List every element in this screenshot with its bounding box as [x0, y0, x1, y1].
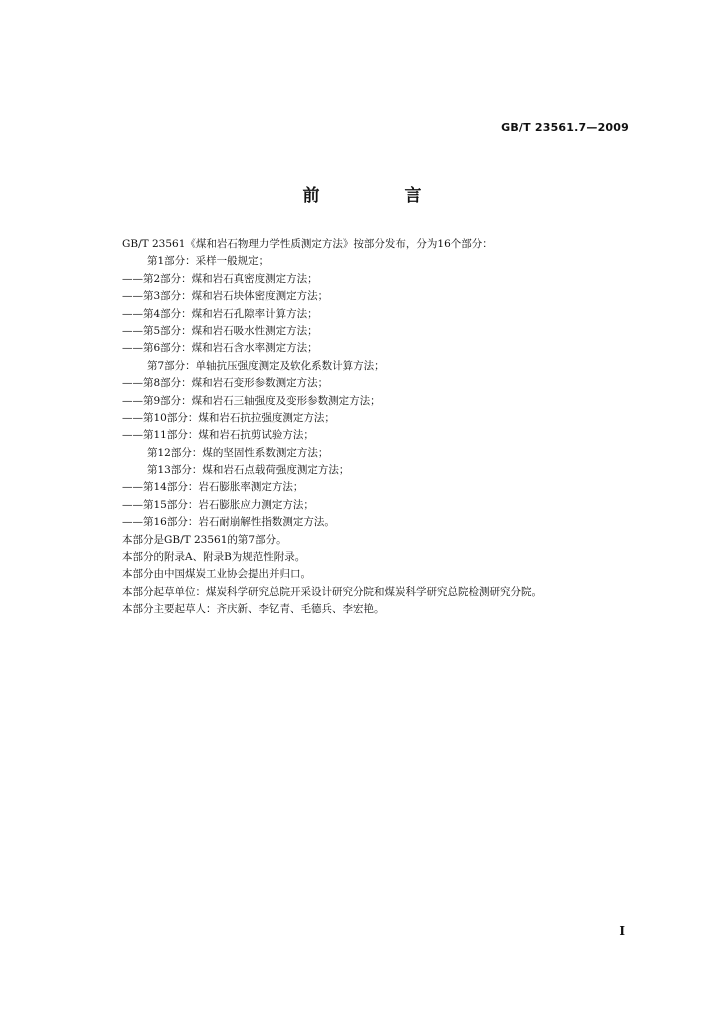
list-item: ——第14部分：岩石膨胀率测定方法； [122, 481, 304, 494]
statement-proposer: 本部分由中国煤炭工业协会提出并归口。 [122, 568, 311, 581]
list-item: ——第11部分：煤和岩石抗剪试验方法； [122, 429, 314, 442]
list-item: ——第16部分：岩石耐崩解性指数测定方法。 [122, 516, 335, 529]
preface-body [122, 236, 642, 619]
page-number: I [619, 924, 625, 938]
list-item: ——第3部分：煤和岩石块体密度测定方法； [122, 290, 329, 303]
page-title: 前 言 [302, 186, 456, 206]
list-item: ——第2部分：煤和岩石真密度测定方法； [122, 272, 318, 285]
list-item: ——第15部分：岩石膨胀应力测定方法； [122, 498, 314, 511]
list-item: 第7部分：单轴抗压强度测定及软化系数计算方法； [147, 359, 385, 372]
intro-paragraph: GB/T 23561《煤和岩石物理力学性质测定方法》按部分发布，分为16个部分： [122, 238, 493, 250]
list-item: 第13部分：煤和岩石点载荷强度测定方法； [147, 464, 350, 477]
list-item: 第12部分：煤的坚固性系数测定方法； [147, 446, 329, 459]
list-item: ——第8部分：煤和岩石变形参数测定方法； [122, 377, 329, 390]
standard-code: GB/T 23561.7—2009 [501, 121, 629, 134]
list-item: ——第10部分：煤和岩石抗拉强度测定方法； [122, 411, 335, 424]
list-item: ——第9部分：煤和岩石三轴强度及变形参数测定方法； [122, 394, 381, 407]
statement-annexes: 本部分的附录A、附录B为规范性附录。 [122, 551, 306, 564]
statement-drafters: 本部分主要起草人：齐庆新、李钇青、毛德兵、李宏艳。 [122, 603, 385, 616]
list-item: ——第6部分：煤和岩石含水率测定方法； [122, 342, 318, 355]
list-item: 第1部分：采样一般规定； [147, 255, 270, 268]
statement-part-number: 本部分是GB/T 23561的第7部分。 [122, 533, 287, 546]
statement-drafting-units: 本部分起草单位：煤炭科学研究总院开采设计研究分院和煤炭科学研究总院检测研究分院。 [122, 585, 542, 598]
list-item: ——第5部分：煤和岩石吸水性测定方法； [122, 324, 318, 337]
list-item: ——第4部分：煤和岩石孔隙率计算方法； [122, 307, 318, 320]
